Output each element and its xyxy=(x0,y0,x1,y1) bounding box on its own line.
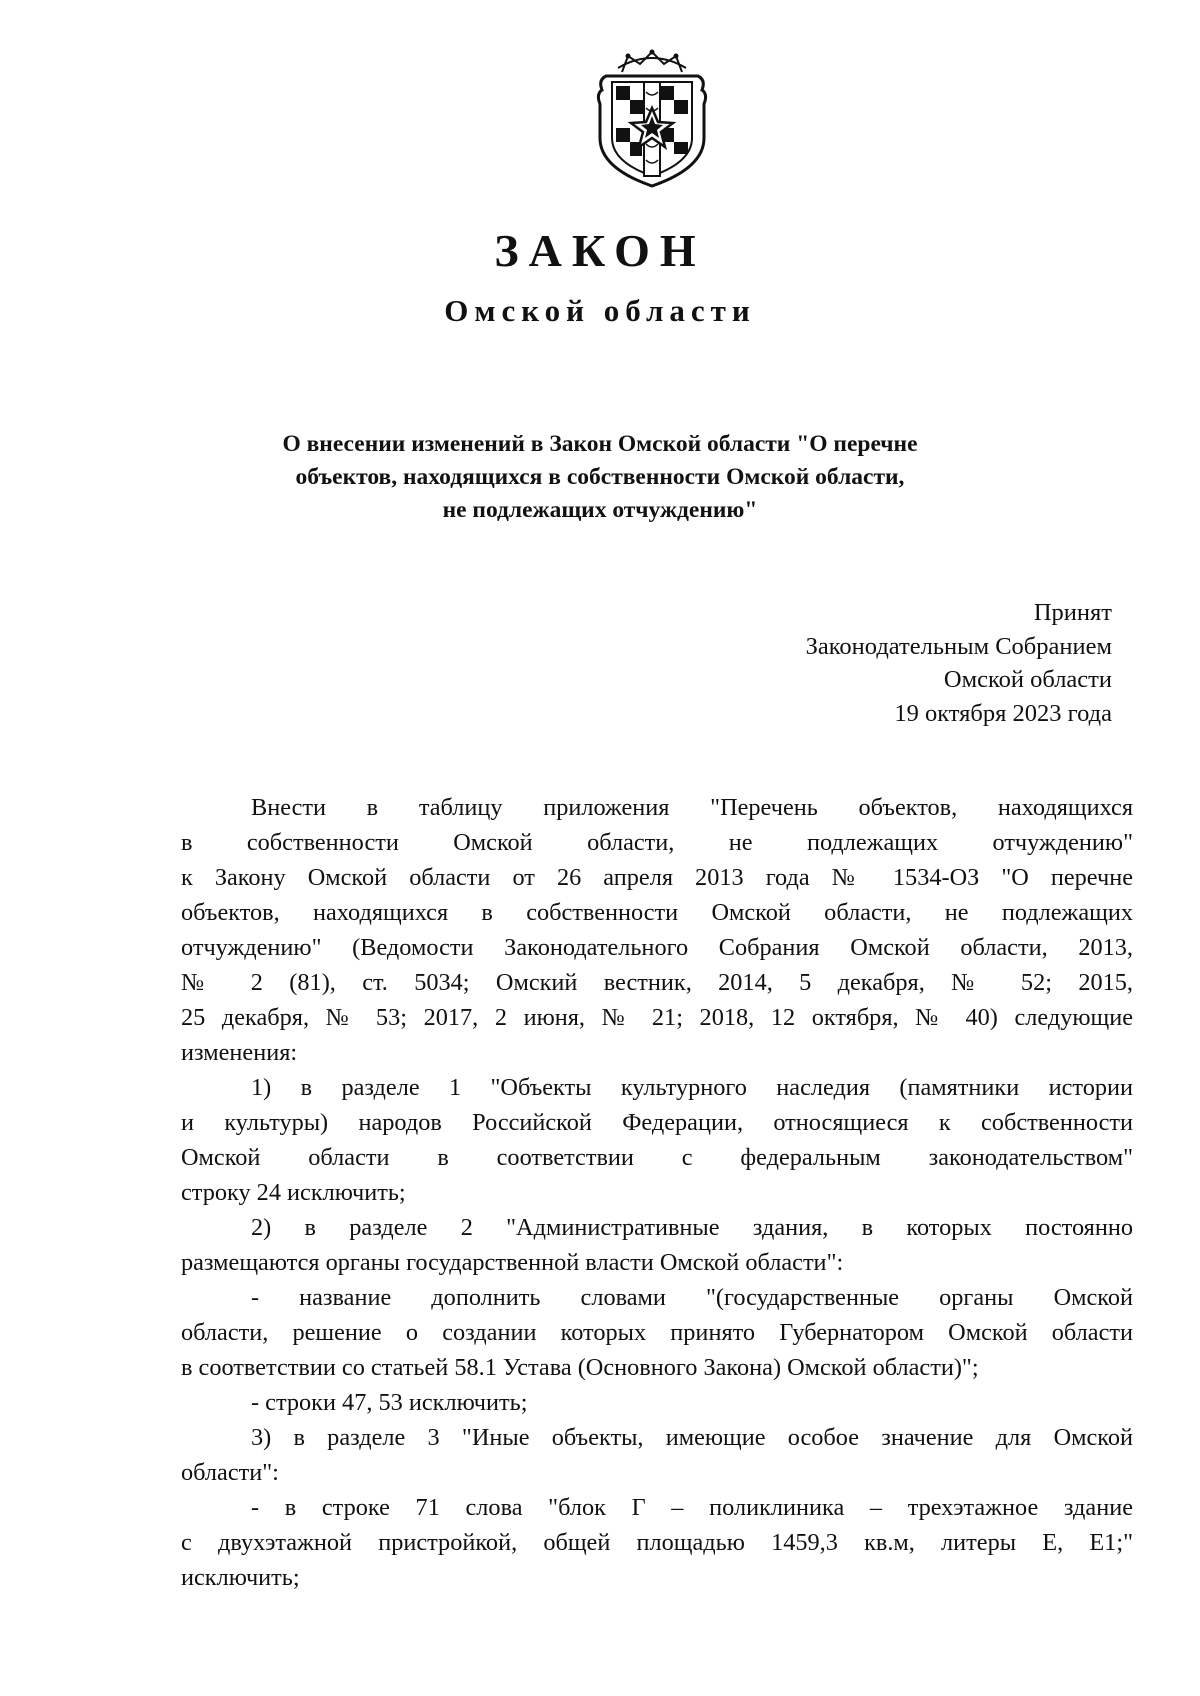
heading-line: О внесении изменений в Закон Омской области "О перечне xyxy=(282,431,918,457)
body-line: объектов, находящихся в собственности Омской области, не подлежащих xyxy=(181,899,1133,926)
body-line: строку 24 исключить; xyxy=(181,1179,406,1206)
body-line: с двухэтажной пристройкой, общей площадью 1459,3 кв.м, литеры Е, Е1;" xyxy=(181,1529,1133,1556)
body-line: области, решение о создании которых принято Губернатором Омской области xyxy=(181,1319,1133,1346)
body-line: 1) в разделе 1 "Объекты культурного наследия (памятники истории xyxy=(251,1074,1133,1101)
body-line: - в строке 71 слова "блок Г – поликлиника – трехэтажное здание xyxy=(251,1494,1133,1521)
body-line: изменения: xyxy=(181,1039,298,1066)
body-line: области": xyxy=(181,1459,279,1486)
heading-line: объектов, находящихся в собственности Омской области, xyxy=(295,464,905,490)
heading-line: не подлежащих отчуждению" xyxy=(442,497,758,523)
body-line: № 2 (81), ст. 5034; Омский вестник, 2014, 5 декабря, № 52; 2015, xyxy=(181,969,1133,996)
law-subtitle: Омской области xyxy=(444,293,756,328)
coat-of-arms-emblem xyxy=(588,46,716,191)
body-line: Омской области в соответствии с федеральным законодательством" xyxy=(181,1144,1133,1171)
body-line: к Закону Омской области от 26 апреля 2013 года № 1534-ОЗ "О перечне xyxy=(181,864,1133,891)
adoption-line: Принят xyxy=(1033,599,1112,626)
body-line: размещаются органы государственной власти Омской области": xyxy=(181,1249,844,1276)
body-line: Внести в таблицу приложения "Перечень объектов, находящихся xyxy=(251,794,1133,821)
body-line: 3) в разделе 3 "Иные объекты, имеющие особое значение для Омской xyxy=(251,1424,1133,1451)
body-line: в соответствии со статьей 58.1 Устава (Основного Закона) Омской области)"; xyxy=(181,1354,979,1381)
document-heading xyxy=(200,428,1000,527)
body-text xyxy=(181,790,1133,1595)
body-line: отчуждению" (Ведомости Законодательного Собрания Омской области, 2013, xyxy=(181,934,1133,961)
law-title: ЗАКОН xyxy=(494,225,706,276)
body-line: 25 декабря, № 53; 2017, 2 июня, № 21; 2018, 12 октября, № 40) следующие xyxy=(181,1004,1133,1031)
adoption-line: Омской области xyxy=(943,666,1112,693)
adoption-line: Законодательным Собранием xyxy=(805,632,1112,660)
body-line: 2) в разделе 2 "Административные здания, в которых постоянно xyxy=(251,1214,1133,1241)
body-line: - название дополнить словами "(государственные органы Омской xyxy=(251,1284,1133,1311)
body-line: - строки 47, 53 исключить; xyxy=(251,1389,528,1416)
adoption-date: 19 октября 2023 года xyxy=(894,699,1112,727)
body-line: в собственности Омской области, не подлежащих отчуждению" xyxy=(181,829,1133,856)
body-line: и культуры) народов Российской Федерации, относящиеся к собственности xyxy=(181,1109,1133,1136)
adoption-block xyxy=(806,596,1112,730)
body-line: исключить; xyxy=(181,1564,300,1591)
